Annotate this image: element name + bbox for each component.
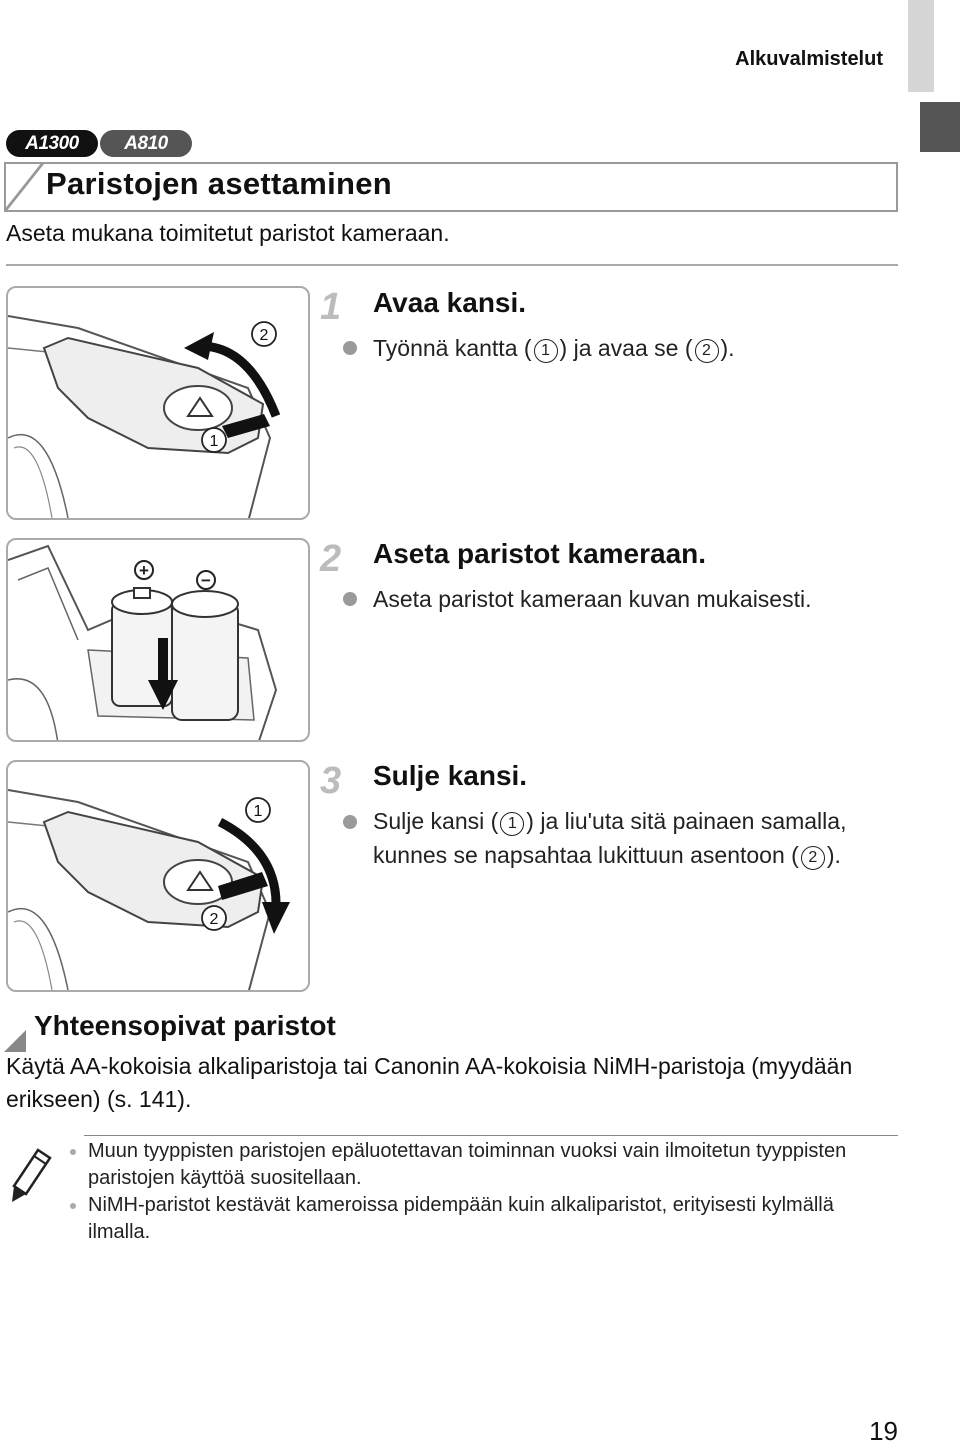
- title-corner-decoration: [4, 162, 44, 212]
- heading-triangle-icon: [4, 1030, 26, 1052]
- figure-label: 1: [209, 433, 219, 450]
- battery-cover-open-icon: [8, 288, 310, 520]
- text-segment: Sulje kansi (: [373, 808, 499, 834]
- pencil-icon: [10, 1148, 52, 1204]
- model-badge-a1300: A1300: [6, 130, 98, 157]
- text-segment: Aseta paristot kameraan kuvan mukaisesti.: [373, 586, 812, 612]
- text-segment: ).: [720, 335, 735, 361]
- text-segment: ).: [826, 842, 841, 868]
- text-segment: ) ja avaa se (: [559, 335, 693, 361]
- note-item: [66, 1138, 886, 1192]
- circled-number: 1: [500, 812, 524, 836]
- step-2-figure: [6, 538, 310, 742]
- step-title: Sulje kansi.: [373, 760, 528, 791]
- intro-text: Aseta mukana toimitetut paristot kameraan.: [6, 220, 450, 246]
- model-badge-a810: A810: [100, 130, 192, 157]
- note-list: [66, 1138, 886, 1246]
- compatible-batteries-heading: Yhteensopivat paristot: [34, 1010, 336, 1041]
- figure-label: 2: [209, 911, 219, 928]
- section-divider: [6, 264, 898, 266]
- step-1-figure: [6, 286, 310, 520]
- text-segment: Työnnä kantta (: [373, 335, 532, 361]
- chapter-tab-dark: [920, 102, 960, 152]
- step-3-figure: [6, 760, 310, 992]
- bullet-dot: [70, 1149, 76, 1155]
- step-title: Aseta paristot kameraan.: [373, 538, 707, 569]
- note-divider: [84, 1135, 898, 1136]
- step-text: [373, 331, 893, 365]
- compatible-batteries-text: Käytä AA-kokoisia alkaliparistoja tai Canonin AA-kokoisia NiMH-paristoja (myydään erikseen) (s. 141).: [6, 1053, 853, 1112]
- note-text: Muun tyyppisten paristojen epäluotettavan toiminnan vuoksi vain ilmoitetun tyyppisten paristojen käyttöä suositellaan.: [88, 1140, 847, 1189]
- step-title: Avaa kansi.: [373, 287, 527, 318]
- battery-insert-icon: [8, 540, 310, 742]
- text-segment: ) ja liu'uta sitä painaen samalla, kunnes se napsahtaa lukittuun asentoon (: [373, 808, 847, 868]
- bullet-dot: [70, 1203, 76, 1209]
- section-label: Alkuvalmistelut: [735, 48, 883, 70]
- step-text: [373, 804, 893, 872]
- note-text: NiMH-paristot kestävät kameroissa pidempään kuin alkaliparistot, erityisesti kylmällä ilmalla.: [88, 1194, 834, 1243]
- minus-label: −: [201, 571, 211, 590]
- chapter-tab-light: [908, 0, 934, 92]
- figure-label: 1: [253, 803, 263, 820]
- bullet-dot: [343, 815, 357, 829]
- step-number: 1: [320, 286, 342, 328]
- bullet-dot: [343, 592, 357, 606]
- plus-label: +: [139, 561, 149, 580]
- page-number: 19: [869, 1416, 898, 1446]
- step-text: [373, 582, 893, 616]
- figure-label: 2: [259, 327, 269, 344]
- battery-cover-close-icon: [8, 762, 310, 992]
- step-number: 3: [320, 760, 342, 802]
- page-title: Paristojen asettaminen: [46, 166, 392, 201]
- step-number: 2: [320, 538, 342, 580]
- circled-number: 2: [801, 846, 825, 870]
- circled-number: 1: [534, 339, 558, 363]
- note-item: [66, 1192, 886, 1246]
- bullet-dot: [343, 341, 357, 355]
- circled-number: 2: [695, 339, 719, 363]
